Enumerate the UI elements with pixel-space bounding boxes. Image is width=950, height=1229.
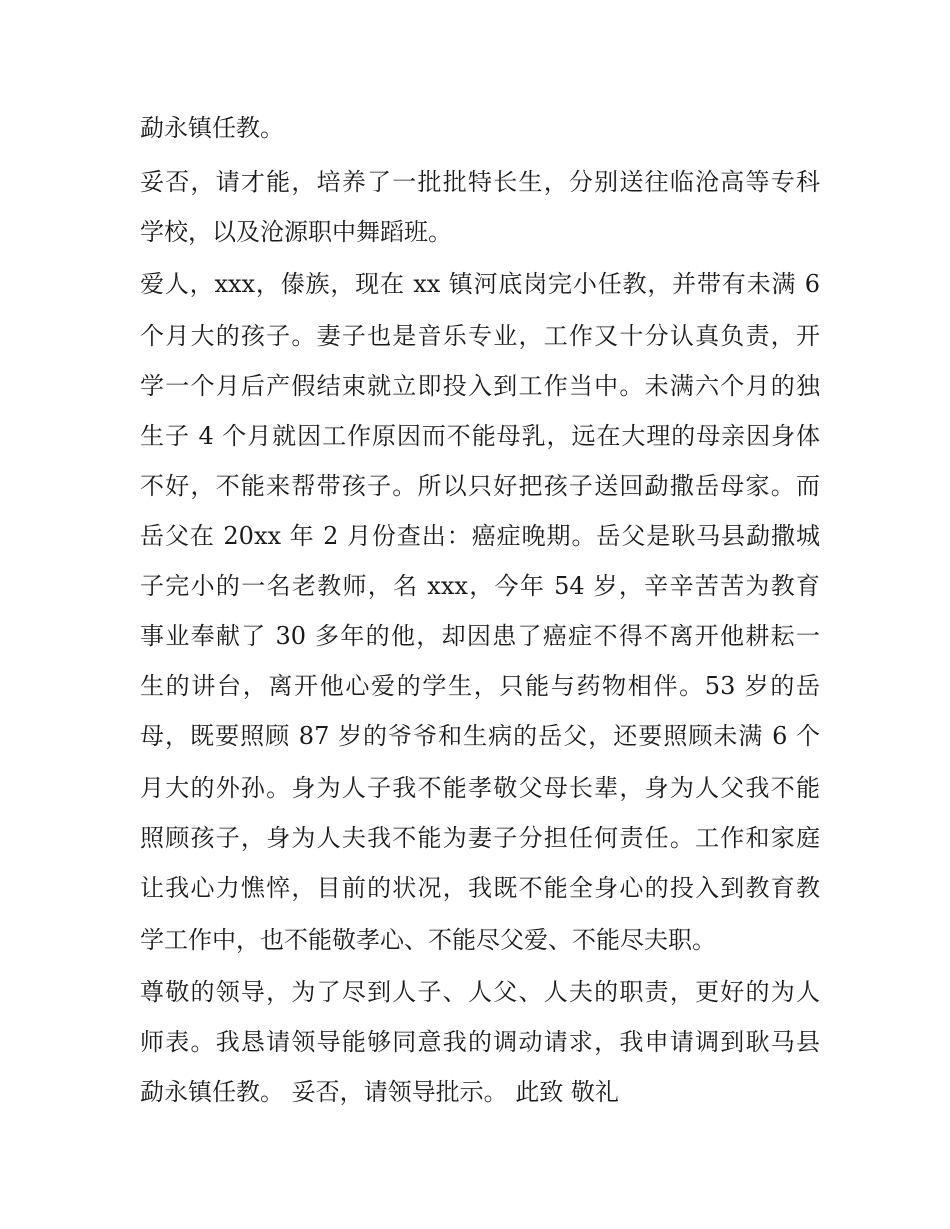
text-line-6: 学一个月后产假结束就立即投入到工作当中。未满六个月的独	[140, 372, 820, 400]
text-line-11: 事业奉献了 30 多年的他，却因患了癌症不得不离开他耕耘一	[140, 622, 820, 650]
text-line-5: 个月大的孩子。妻子也是音乐专业，工作又十分认真负责，开	[140, 322, 820, 350]
text-line-8: 不好，不能来帮带孩子。所以只好把孩子送回勐撒岳母家。而	[140, 472, 820, 500]
text-line-13: 母，既要照顾 87 岁的爷爷和生病的岳父，还要照顾未满 6 个	[140, 722, 820, 750]
text-line-4: 爱人，xxx，傣族，现在 xx 镇河底岗完小任教，并带有未满 6	[140, 270, 820, 298]
text-line-19: 师表。我恳请领导能够同意我的调动请求，我申请调到耿马县	[140, 1028, 820, 1056]
text-line-2: 妥否，请才能，培养了一批批特长生，分别送往临沧高等专科	[140, 168, 820, 196]
text-line-10: 子完小的一名老教师，名 xxx，今年 54 岁，辛辛苦苦为教育	[140, 572, 820, 600]
text-line-3: 学校，以及沧源职中舞蹈班。	[140, 218, 452, 246]
text-line-20: 勐永镇任教。 妥否，请领导批示。 此致 敬礼	[140, 1078, 619, 1106]
text-line-15: 照顾孩子，身为人夫我不能为妻子分担任何责任。工作和家庭	[140, 824, 820, 852]
text-line-14: 月大的外孙。身为人子我不能孝敬父母长辈，身为人父我不能	[140, 774, 820, 802]
text-line-16: 让我心力憔悴，目前的状况，我既不能全身心的投入到教育教	[140, 874, 820, 902]
text-line-18: 尊敬的领导，为了尽到人子、人父、人夫的职责，更好的为人	[140, 978, 820, 1006]
text-line-9: 岳父在 20xx 年 2 月份查出：癌症晚期。岳父是耿马县勐撒城	[140, 522, 820, 550]
text-line-12: 生的讲台，离开他心爱的学生，只能与药物相伴。53 岁的岳	[140, 672, 820, 700]
text-line-1: 勐永镇任教。	[140, 114, 284, 142]
text-line-17: 学工作中，也不能敬孝心、不能尽父爱、不能尽夫职。	[140, 926, 716, 954]
text-line-7: 生子 4 个月就因工作原因而不能母乳，远在大理的母亲因身体	[140, 422, 820, 450]
